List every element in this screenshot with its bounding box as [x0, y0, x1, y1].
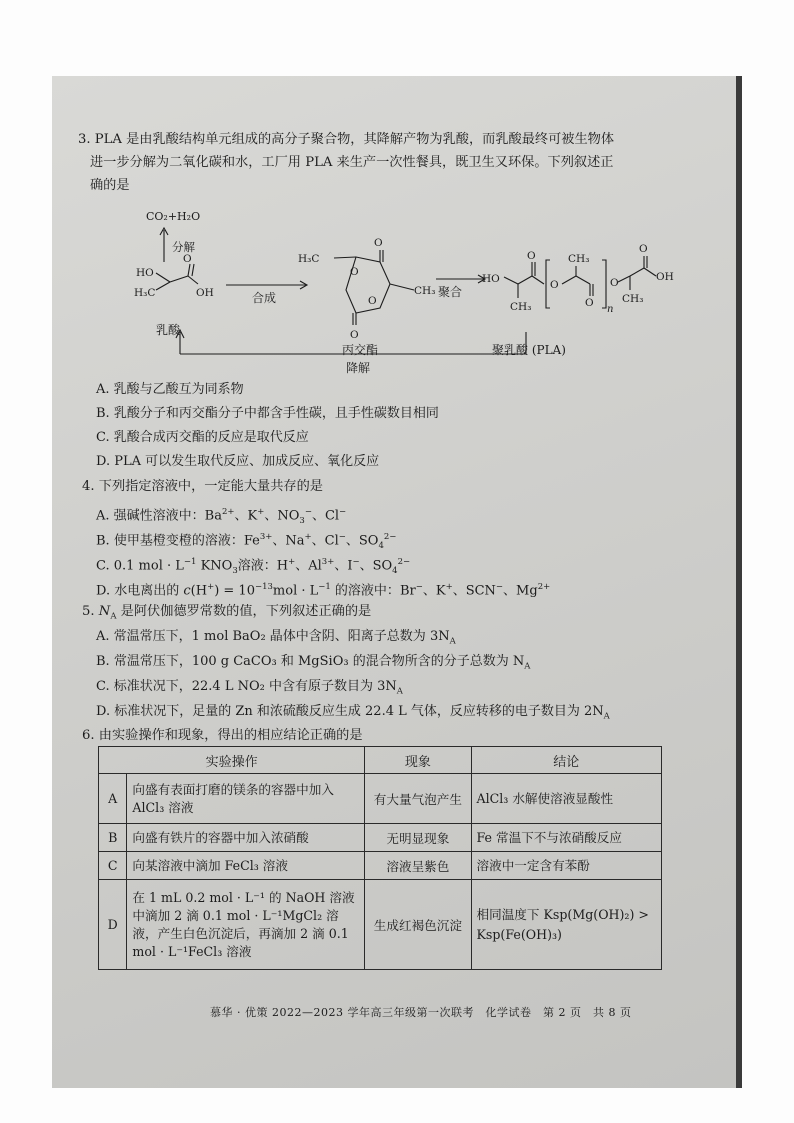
row-label: C: [99, 852, 127, 880]
scheme-arrow-decompose: 分解: [172, 240, 195, 254]
q3-stem-line3: 确的是: [90, 178, 130, 193]
svg-text:O: O: [374, 237, 383, 249]
q4-option-d: D. 水电离出的 $c(H^+) = 10^{-13}mol \cdot L^{-1}$ 的溶液中：Br−、K+、SCN−、$Mg^{2+}$: [96, 582, 551, 599]
scheme-arrow-degrade: 降解: [346, 361, 371, 375]
scheme-arrow-polymerize: 聚合: [438, 285, 463, 299]
q4-stem: 4. 下列指定溶液中，一定能大量共存的是: [82, 479, 323, 494]
q4-option-c: C. 0.1 mol · $L^{-1}$ $KNO_3$溶液：H+、$Al^{3+}$、I−、$SO_4^{2-}$: [96, 557, 411, 576]
exam-page: [52, 76, 742, 1088]
q4-option-a: A. 强碱性溶液中：$Ba^{2+}$、K+、$NO_3^-$、Cl−: [96, 507, 347, 526]
header-phenomenon: 现象: [365, 747, 471, 774]
page-edge-shadow: [736, 76, 742, 1088]
svg-text:HO: HO: [482, 273, 500, 285]
row-label: B: [99, 824, 127, 852]
row-operation: 向某溶液中滴加 FeCl₃ 溶液: [127, 852, 365, 880]
svg-text:CH₃: CH₃: [622, 293, 644, 305]
svg-text:O: O: [527, 250, 536, 262]
table-row: [99, 774, 662, 824]
row-conclusion: 溶液中一定含有苯酚: [471, 852, 662, 880]
svg-text:O: O: [550, 279, 559, 291]
row-phenomenon: 有大量气泡产生: [365, 774, 471, 824]
experiment-table: [98, 746, 662, 970]
row-operation: 向盛有表面打磨的镁条的容器中加入 AlCl₃ 溶液: [127, 774, 365, 824]
q4-option-b: B. 使甲基橙变橙的溶液：$Fe^{3+}$、Na+、Cl−、$SO_4^{2-}$: [96, 532, 397, 551]
table-row: [99, 880, 662, 970]
svg-text:O: O: [585, 297, 594, 309]
row-label: D: [99, 880, 127, 970]
svg-text:O: O: [183, 253, 192, 265]
svg-text:CH₃: CH₃: [510, 301, 532, 313]
svg-text:n: n: [607, 304, 614, 315]
q5-option-d: D. 标准状况下，足量的 Zn 和浓硫酸反应生成 22.4 L 气体，反应转移的电子数目为 $2N_A$: [96, 704, 610, 722]
q3-option-b: B. 乳酸分子和丙交酯分子中都含手性碳，且手性碳数目相同: [96, 406, 439, 421]
q3-option-d: D. PLA 可以发生取代反应、加成反应、氧化反应: [96, 454, 380, 469]
svg-text:O: O: [639, 243, 648, 255]
q5-stem: 5. $N_A$ 是阿伏伽德罗常数的值，下列叙述正确的是: [82, 604, 372, 622]
row-operation: 向盛有铁片的容器中加入浓硝酸: [127, 824, 365, 852]
scheme-co2-h2o: CO₂+H₂O: [146, 210, 201, 223]
row-phenomenon: 生成红褐色沉淀: [365, 880, 471, 970]
row-conclusion: AlCl₃ 水解使溶液显酸性: [471, 774, 662, 824]
scheme-label-lactide: 丙交酯: [342, 343, 379, 357]
q5-option-b: B. 常温常压下，100 g CaCO₃ 和 MgSiO₃ 的混合物所含的分子总数为 $N_A$: [96, 654, 531, 672]
svg-text:O: O: [350, 266, 359, 278]
row-phenomenon: 无明显现象: [365, 824, 471, 852]
row-label: A: [99, 774, 127, 824]
q3-stem-line2: 进一步分解为二氧化碳和水，工厂用 PLA 来生产一次性餐具，既卫生又环保。下列叙述正: [90, 155, 614, 170]
svg-text:CH₃: CH₃: [568, 253, 590, 265]
q6-stem: 6. 由实验操作和现象，得出的相应结论正确的是: [82, 728, 363, 743]
q5-option-c: C. 标准状况下，22.4 L NO₂ 中含有原子数目为 $3N_A$: [96, 679, 403, 697]
row-conclusion: 相同温度下 Ksp(Mg(OH)₂) > Ksp(Fe(OH)₃): [471, 880, 662, 970]
svg-text:CH₃: CH₃: [414, 285, 436, 297]
q3-option-c: C. 乳酸合成丙交酯的反应是取代反应: [96, 430, 309, 445]
svg-text:O: O: [610, 277, 619, 289]
svg-text:O: O: [368, 295, 377, 307]
q3-stem-line1: 3. PLA 是由乳酸结构单元组成的高分子聚合物，其降解产物为乳酸，而乳酸最终可被生物体: [78, 132, 615, 147]
header-conclusion: 结论: [471, 747, 662, 774]
svg-text:O: O: [350, 329, 359, 341]
scheme-label-pla: 聚乳酸 (PLA): [492, 343, 566, 357]
row-phenomenon: 溶液呈紫色: [365, 852, 471, 880]
row-conclusion: Fe 常温下不与浓硝酸反应: [471, 824, 662, 852]
scheme-label-lactic-acid: 乳酸: [156, 323, 181, 337]
row-operation: 在 1 mL 0.2 mol · L⁻¹ 的 NaOH 溶液中滴加 2 滴 0.1 mol · L⁻¹MgCl₂ 溶液，产生白色沉淀后，再滴加 2 滴 0.1 mol · L⁻¹FeCl₃ 溶液: [127, 880, 365, 970]
svg-text:H₃C: H₃C: [298, 253, 320, 265]
q5-option-a: A. 常温常压下，1 mol BaO₂ 晶体中含阴、阳离子总数为 $3N_A$: [96, 629, 456, 647]
svg-text:OH: OH: [196, 287, 214, 299]
page-footer: 慕华 · 优策 2022—2023 学年高三年级第一次联考 化学试卷 第 2 页 共 8 页: [210, 1006, 632, 1019]
table-header-row: [99, 747, 662, 774]
table-row: [99, 852, 662, 880]
svg-text:OH: OH: [656, 271, 674, 283]
svg-text:HO: HO: [136, 267, 154, 279]
header-operation: 实验操作: [99, 747, 365, 774]
pla-reaction-scheme: [118, 204, 678, 376]
q3-option-a: A. 乳酸与乙酸互为同系物: [96, 382, 244, 397]
svg-text:H₃C: H₃C: [134, 287, 156, 299]
table-row: [99, 824, 662, 852]
scheme-arrow-synthesis: 合成: [252, 291, 277, 305]
